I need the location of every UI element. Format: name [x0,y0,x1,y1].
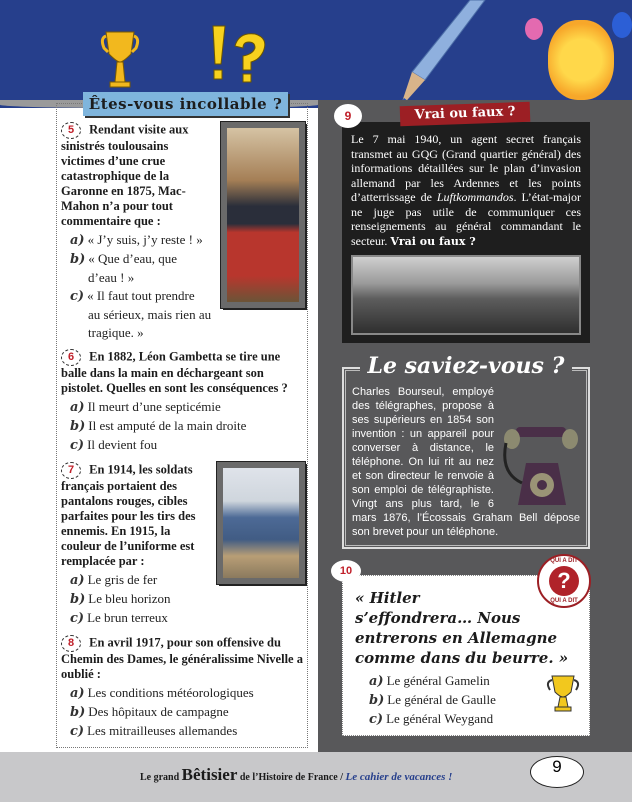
question-block [61,462,305,628]
answer-option-continued: au sérieux, mais rien au tragique. » [88,307,212,340]
question-number-badge: 5 [61,122,81,139]
page-number: 9 [530,756,584,788]
answer-option[interactable]: b) Des hôpitaux de campagne [70,704,229,720]
question-number-badge: 8 [61,635,81,652]
answer-option[interactable]: c) Le général Weygand [369,711,494,727]
question-number-badge: 10 [331,560,361,582]
did-you-know-box [342,367,590,549]
did-you-know-text: Charles Bourseul, employé des télégraphes, propose à ses supérieurs en 1854 son invention : un appareil pour converser à distance, le téléphone. On lui rit au nez et son directeur le renvoie à son emploi de télégraphiste. Vingt ans plus tard, le 6 mars 1876, l’Écossais Graham Bell dépose son brevet pour un téléphone. [352,386,580,538]
telephone-icon [500,423,580,507]
answer-option-continued: d’eau ! » [88,270,135,285]
question-number-badge: 7 [61,462,81,479]
question-number-badge: 6 [61,349,81,366]
answer-option[interactable]: b) « Que d’eau, que [70,251,178,267]
answer-option[interactable]: c) Il devient fou [70,437,158,453]
true-false-title: Vrai ou faux ? [400,102,531,127]
answer-option[interactable]: b) Le bleu horizon [70,591,171,607]
quote-text: « Hitler s’effondrera… Nous entrerons en Allemagne comme dans du beurre. » [355,589,569,667]
answer-option[interactable]: a) Les conditions météorologiques [70,685,254,701]
explosion-icon [548,20,614,100]
answer-option[interactable]: c) « Il faut tout prendre [70,288,195,304]
question-8: 8 En avril 1917, pour son offensive du Chemin des Dames, le généralissime Nivelle a oublié : [61,635,303,681]
mac-mahon-portrait-image [221,122,305,308]
true-false-text: Le 7 mai 1940, un agent secret français transmet au GQG (Grand quartier général) des informations détaillées sur le plan d’invasion allemand par les Ardennes et les points d’atterrissage de Luftkommandos. L’état-major ne juge pas utile de communiquer ces renseignements au général commandant le secteur. Vrai ou faux ? [351,132,582,248]
answer-option[interactable]: a) Le gris de fer [70,572,158,588]
did-you-know-heading [342,351,590,381]
quiz-questions [61,122,305,748]
question-mark-icon: ? [549,566,579,596]
answer-option[interactable]: b) Il est amputé de la main droite [70,418,247,434]
who-said-box [339,558,590,736]
question-block [61,122,305,342]
troops-photo-image [351,255,581,335]
quiz-title: Êtes-vous incollable ? [83,92,288,116]
footer-title: Le grand Bêtisier de l’Histoire de France / Le cahier de vacances ! [140,765,453,784]
explosion-puff [525,18,543,40]
exclamation-question-icon [205,22,275,86]
question-block [61,635,305,741]
question-6: 6 En 1882, Léon Gambetta se tire une balle dans la main en déchargeant son pistolet. Quelles en sont les conséquences ? [61,349,288,395]
pencil-icon [390,0,490,108]
trophy-icon [545,674,581,714]
explosion-puff [612,12,632,38]
question-block [61,349,305,455]
right-column [339,104,590,736]
answer-option[interactable]: c) Les mitrailleuses allemandes [70,723,238,739]
answer-option[interactable]: a) Il meurt d’une septicémie [70,399,221,415]
answer-list [61,398,305,455]
who-said-badge: QUI A DIT ? QUI A DIT [537,554,591,608]
question-number-badge: 9 [334,104,362,128]
answer-option[interactable]: b) Le général de Gaulle [369,692,496,708]
trophy-icon [100,28,140,94]
answer-option[interactable]: c) Le brun terreux [70,610,168,626]
question-7: 7 En 1914, les soldats français portaient des pantalons rouges, cibles parfaites pour les tirs des ennemis. En 1915, la couleur de l’uniforme est remplacée par : [61,462,196,568]
true-false-box [342,104,590,343]
did-you-know-title: Le saviez-vous ? [360,351,573,381]
question-5: 5 Rendant visite aux sinistrés toulousains victimes d’une crue catastrophique de la Garonne en 1875, Mac-Mahon n’a pour tout commentaire que : [61,122,189,228]
answer-option[interactable]: a) « J’y suis, j’y reste ! » [70,232,203,248]
answer-list [61,684,305,741]
soldiers-1914-image [217,462,305,584]
answer-option[interactable]: a) Le général Gamelin [369,673,490,689]
